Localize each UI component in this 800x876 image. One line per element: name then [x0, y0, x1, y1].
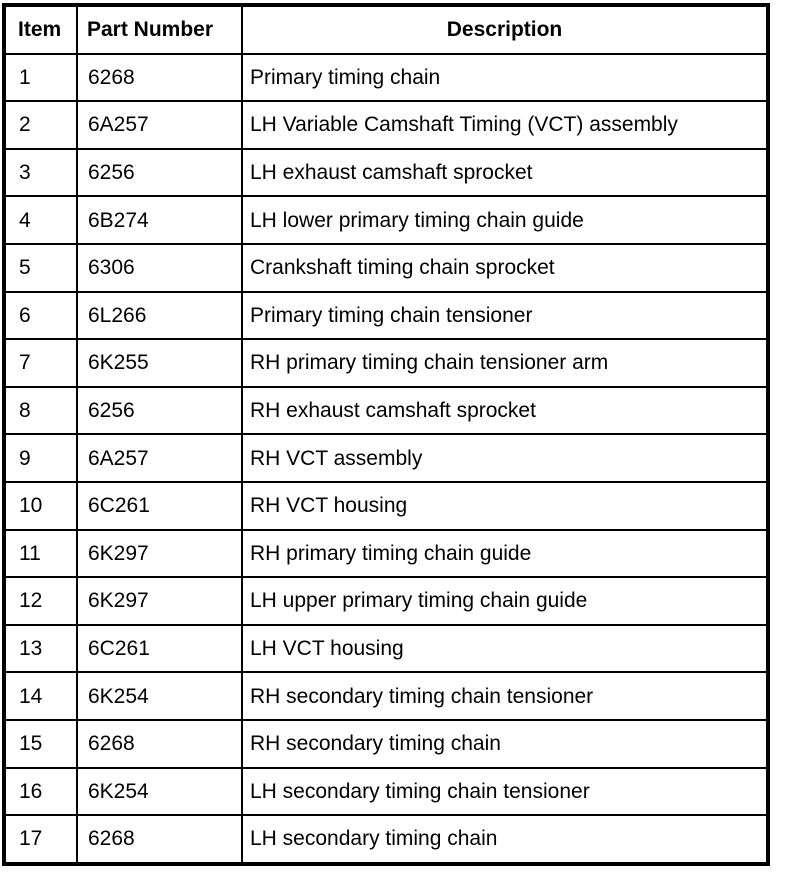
description-cell: RH exhaust camshaft sprocket: [242, 387, 768, 435]
description-cell: LH exhaust camshaft sprocket: [242, 149, 768, 197]
part-number-cell: 6268: [77, 720, 242, 768]
description-cell: Primary timing chain: [242, 54, 768, 102]
part-number-cell: 6K254: [77, 672, 242, 720]
table-row: [4, 815, 768, 864]
table-row: [4, 292, 768, 340]
table-row: [4, 720, 768, 768]
part-number-cell: 6268: [77, 815, 242, 864]
item-cell: 14: [4, 672, 77, 720]
description-cell: LH secondary timing chain: [242, 815, 768, 864]
item-cell: 11: [4, 530, 77, 578]
item-cell: 10: [4, 482, 77, 530]
table-row: [4, 482, 768, 530]
part-number-cell: 6B274: [77, 196, 242, 244]
item-cell: 7: [4, 339, 77, 387]
column-header-part-number: Part Number: [77, 5, 242, 54]
table-row: [4, 768, 768, 816]
part-number-cell: 6256: [77, 149, 242, 197]
part-number-cell: 6K297: [77, 530, 242, 578]
part-number-cell: 6K255: [77, 339, 242, 387]
part-number-cell: 6306: [77, 244, 242, 292]
table-row: [4, 101, 768, 149]
description-cell: Primary timing chain tensioner: [242, 292, 768, 340]
description-cell: RH primary timing chain tensioner arm: [242, 339, 768, 387]
item-cell: 15: [4, 720, 77, 768]
table-row: [4, 625, 768, 673]
table-row: [4, 577, 768, 625]
description-cell: RH primary timing chain guide: [242, 530, 768, 578]
parts-table: [2, 3, 770, 866]
item-cell: 9: [4, 434, 77, 482]
part-number-cell: 6K297: [77, 577, 242, 625]
part-number-cell: 6C261: [77, 625, 242, 673]
item-cell: 4: [4, 196, 77, 244]
item-cell: 6: [4, 292, 77, 340]
description-cell: RH secondary timing chain tensioner: [242, 672, 768, 720]
part-number-cell: 6A257: [77, 101, 242, 149]
part-number-cell: 6A257: [77, 434, 242, 482]
table-body: [4, 54, 768, 864]
column-header-item: Item: [4, 5, 77, 54]
item-cell: 8: [4, 387, 77, 435]
description-cell: Crankshaft timing chain sprocket: [242, 244, 768, 292]
part-number-cell: 6256: [77, 387, 242, 435]
table-row: [4, 434, 768, 482]
item-cell: 2: [4, 101, 77, 149]
table-row: [4, 149, 768, 197]
description-cell: RH VCT housing: [242, 482, 768, 530]
description-cell: RH VCT assembly: [242, 434, 768, 482]
table-row: [4, 530, 768, 578]
description-cell: LH Variable Camshaft Timing (VCT) assembly: [242, 101, 768, 149]
item-cell: 16: [4, 768, 77, 816]
table-row: [4, 196, 768, 244]
table-row: [4, 54, 768, 102]
column-header-description: Description: [242, 5, 768, 54]
part-number-cell: 6C261: [77, 482, 242, 530]
item-cell: 17: [4, 815, 77, 864]
item-cell: 5: [4, 244, 77, 292]
part-number-cell: 6K254: [77, 768, 242, 816]
part-number-cell: 6L266: [77, 292, 242, 340]
item-cell: 3: [4, 149, 77, 197]
table-row: [4, 387, 768, 435]
description-cell: LH upper primary timing chain guide: [242, 577, 768, 625]
description-cell: RH secondary timing chain: [242, 720, 768, 768]
description-cell: LH lower primary timing chain guide: [242, 196, 768, 244]
table-row: [4, 672, 768, 720]
item-cell: 1: [4, 54, 77, 102]
table-row: [4, 339, 768, 387]
item-cell: 13: [4, 625, 77, 673]
description-cell: LH VCT housing: [242, 625, 768, 673]
item-cell: 12: [4, 577, 77, 625]
part-number-cell: 6268: [77, 54, 242, 102]
description-cell: LH secondary timing chain tensioner: [242, 768, 768, 816]
header-row: [4, 5, 768, 54]
table-row: [4, 244, 768, 292]
